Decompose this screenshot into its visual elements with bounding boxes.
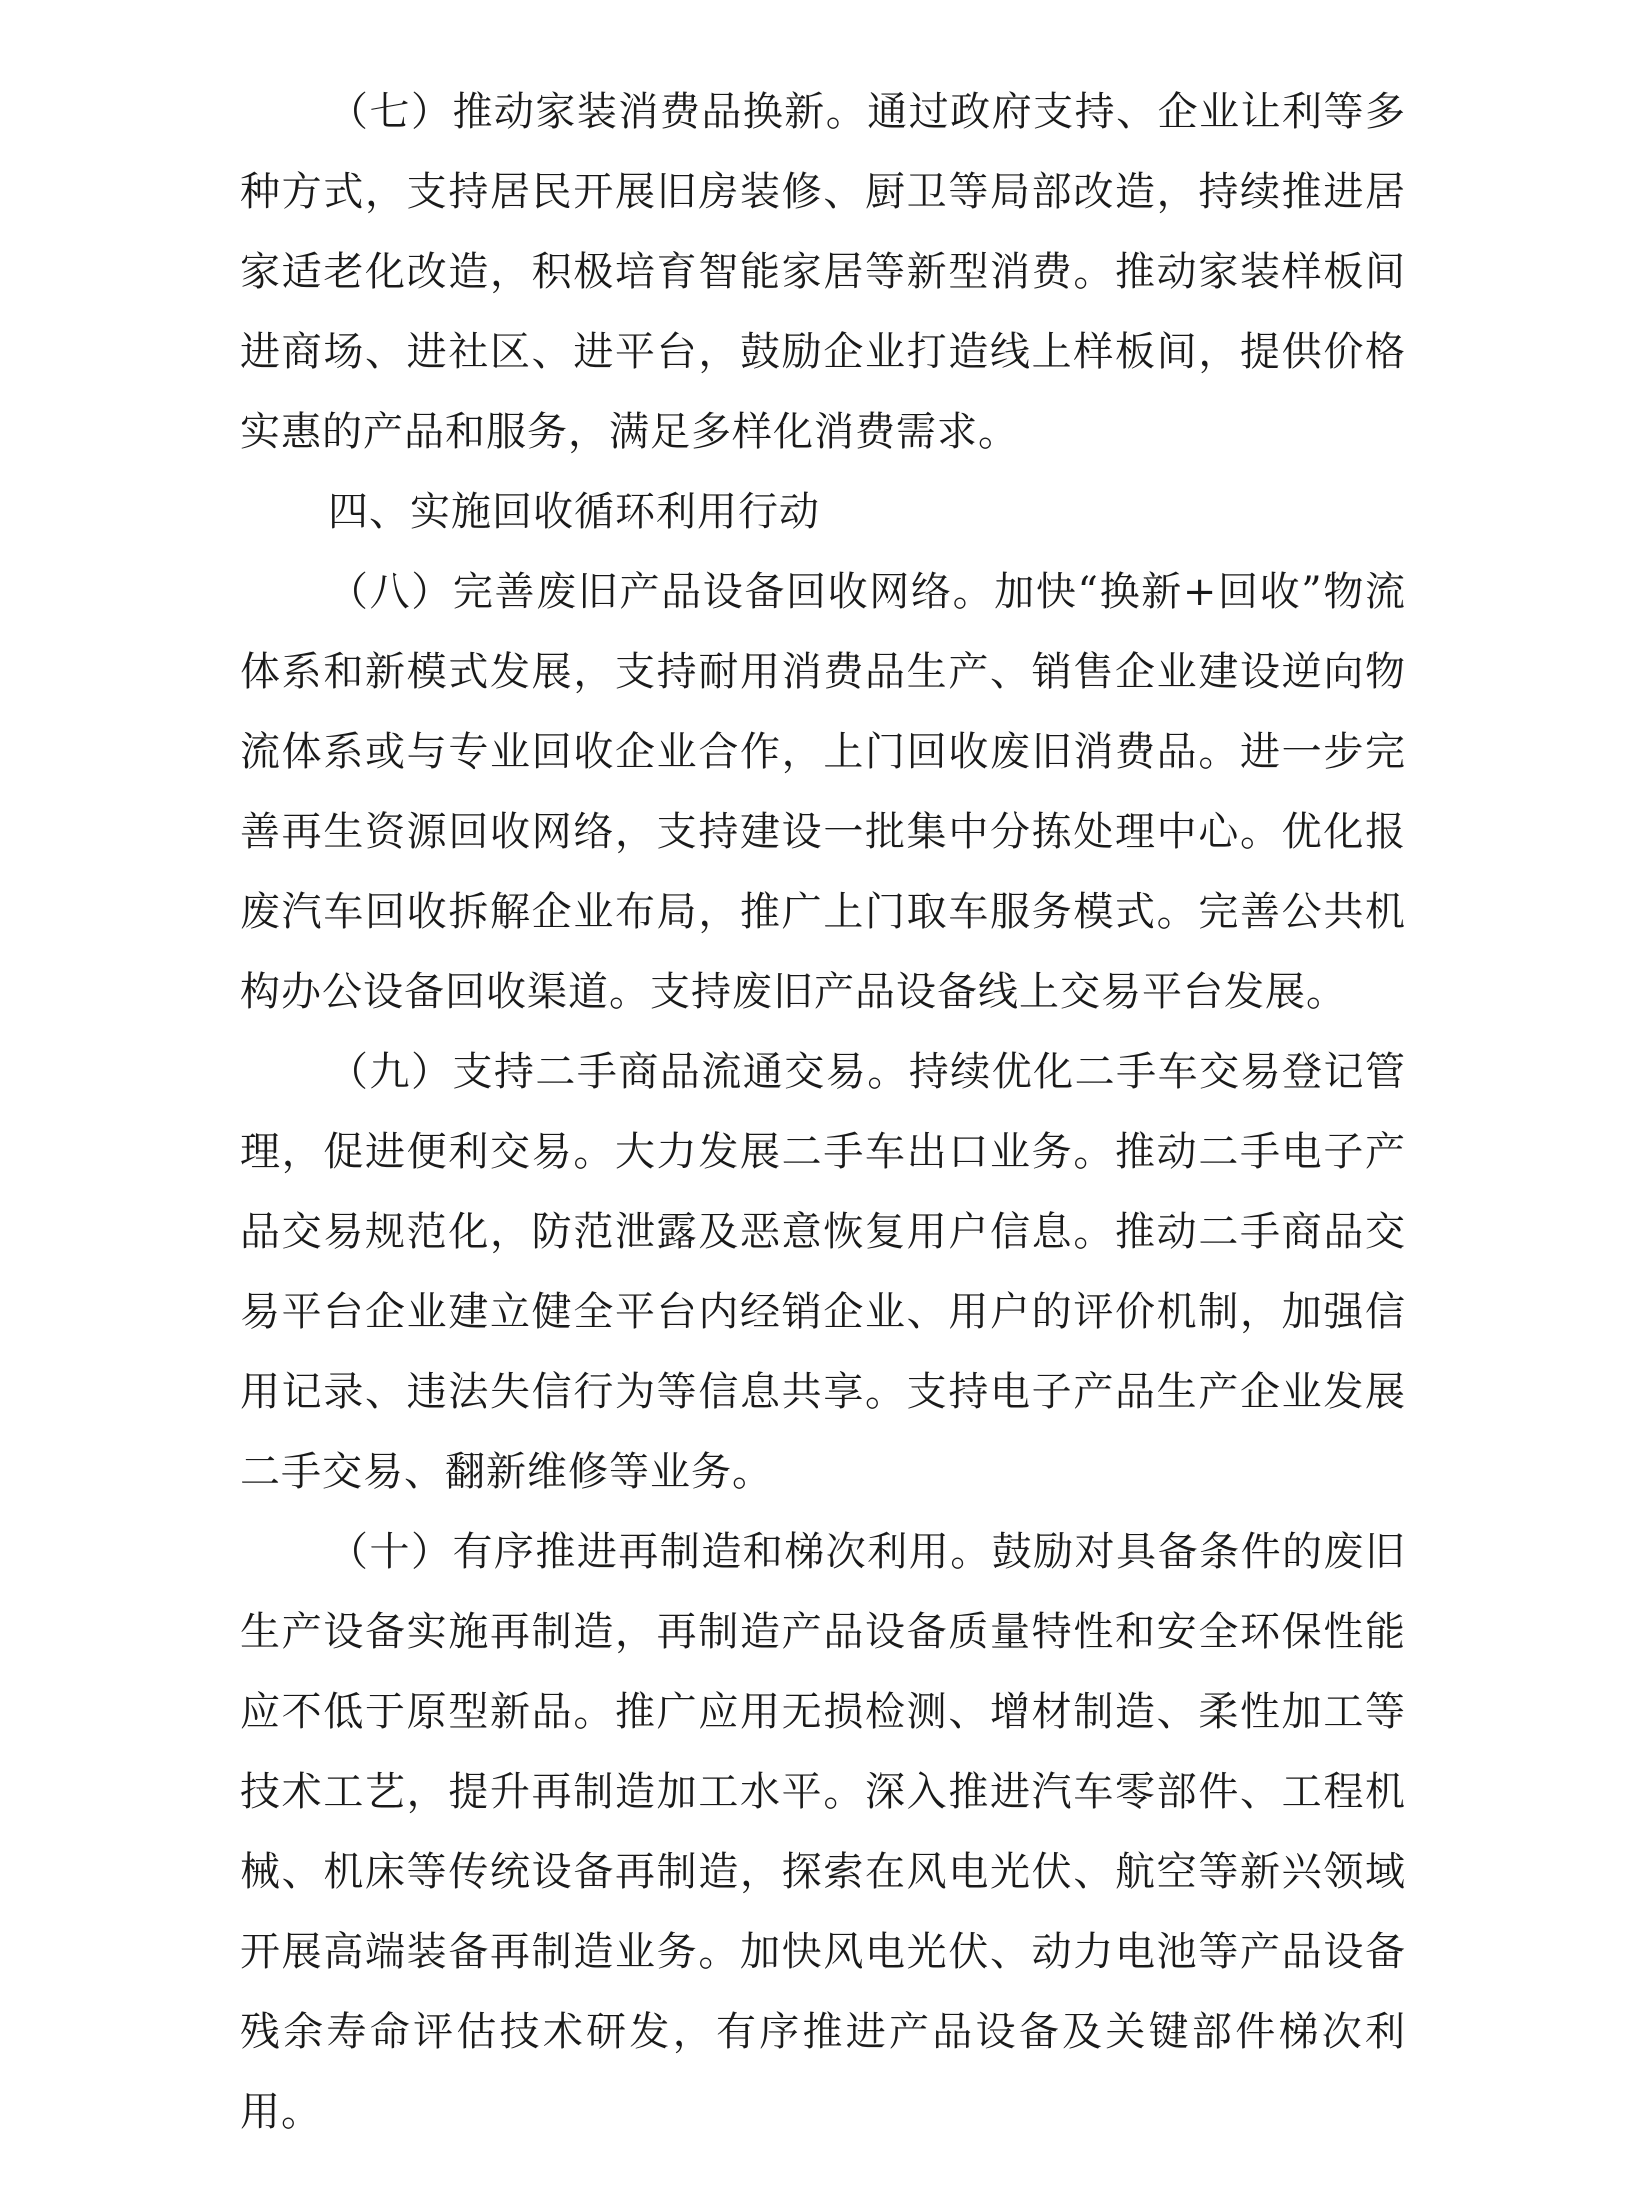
paragraph-10-lead: （十）有序推进再制造和梯次利用。: [328, 1529, 992, 1575]
paragraph-8-lead: （八）完善废旧产品设备回收网络。: [328, 569, 995, 615]
section-heading-4: 四、实施回收循环利用行动: [328, 489, 820, 535]
paragraph-9-body: 持续优化二手车交易登记管理，促进便利交易。大力发展二手车出口业务。推动二手电子产品交易规范化，防范泄露及恶意恢复用户信息。推动二手商品交易平台企业建立健全平台内经销企业、用户的评价机制，加强信用记录、违法失信行为等信息共享。支持电子产品生产企业发展二手交易、翻新维修等业务。: [240, 1049, 1407, 1495]
paragraph-7-lead: （七）推动家装消费品换新。: [328, 89, 868, 135]
paragraph-8-body: 加快“换新+回收”物流体系和新模式发展，支持耐用消费品生产、销售企业建设逆向物流体系或与专业回收企业合作，上门回收废旧消费品。进一步完善再生资源回收网络，支持建设一批集中分拣处理中心。优化报废汽车回收拆解企业布局，推广上门取车服务模式。完善公共机构办公设备回收渠道。支持废旧产品设备线上交易平台发展。: [240, 569, 1406, 1015]
paragraph-7: [240, 72, 1406, 472]
paragraph-9-lead: （九）支持二手商品流通交易。: [328, 1049, 909, 1095]
paragraph-10-body: 鼓励对具备条件的废旧生产设备实施再制造，再制造产品设备质量特性和安全环保性能应不低于原型新品。推广应用无损检测、增材制造、柔性加工等技术工艺，提升再制造加工水平。深入推进汽车零部件、工程机械、机床等传统设备再制造，探索在风电光伏、航空等新兴领域开展高端装备再制造业务。加快风电光伏、动力电池等产品设备残余寿命评估技术研发，有序推进产品设备及关键部件梯次利用。: [240, 1529, 1407, 2135]
paragraph-9: [240, 1032, 1406, 1512]
document-page: [240, 72, 1406, 2152]
paragraph-8: [240, 552, 1406, 1032]
paragraph-7-body: 通过政府支持、企业让利等多种方式，支持居民开展旧房装修、厨卫等局部改造，持续推进居家适老化改造，积极培育智能家居等新型消费。推动家装样板间进商场、进社区、进平台，鼓励企业打造线上样板间，提供价格实惠的产品和服务，满足多样化消费需求。: [240, 89, 1407, 455]
paragraph-10: [240, 1512, 1406, 2152]
